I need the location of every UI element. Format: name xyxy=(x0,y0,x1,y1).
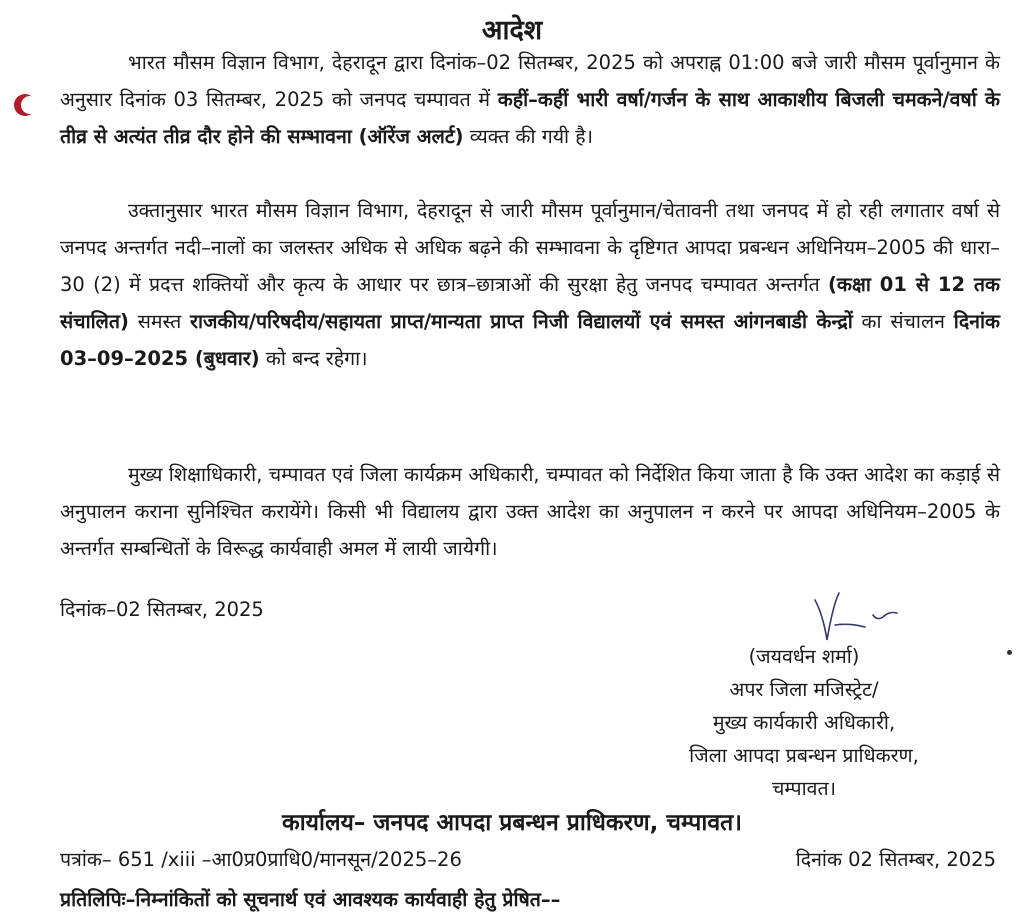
para2-text: उक्तानुसार भारत मौसम विज्ञान विभाग, देहरादून से जारी मौसम पूर्वानुमान/चेतावनी तथा जनपद में हो रही लगातार वर्षा से जनपद अन्तर्गत नदी–नालों का जलस्तर अधिक से अधिक बढ़ने की सम्भावना के दृष्टिगत आपदा प्रबन्धन अधिनियम–2005 की धारा–30 (2) में प्रदत्त शक्तियों और कृत्य के आधार पर छात्र–छात्राओं की सुरक्षा हेतु जनपद चम्पावत अन्तर्गत xyxy=(60,199,1000,296)
office-heading: कार्यालय– जनपद आपदा प्रबन्धन प्राधिकरण, चम्पावत। xyxy=(282,810,742,836)
para1-alert-text: कहीं–कहीं भारी वर्षा/गर्जन के साथ आकाशीय बिजली चमकने/वर्षा के तीव्र से अत्यंत तीव्र दौर होने की सम्भावना (ऑरेंज अलर्ट) xyxy=(60,88,1000,148)
reference-date: दिनांक 02 सितम्बर, 2025 xyxy=(795,848,996,871)
para2-classes: (कक्षा 01 से 12 तक संचालित) xyxy=(60,273,1000,333)
reference-number: पत्रांक– 651 /xiii –आ0प्र0प्राधि0/मानसून/2025–26 xyxy=(60,848,462,871)
para2-institutions: राजकीय/परिषदीय/सहायता प्राप्त/मान्यता प्राप्त निजी विद्यालयों एवं समस्त आंगनबाडी केन्द्रों xyxy=(190,310,853,333)
document-title: आदेश xyxy=(481,15,543,46)
signatory-name: (जयवर्धन शर्मा) xyxy=(748,645,860,668)
signatory-designation-2: मुख्य कार्यकारी अधिकारी, xyxy=(712,711,896,734)
signatory-designation-4: चम्पावत। xyxy=(771,777,837,800)
signatory-block xyxy=(624,640,984,805)
paragraph-weather-forecast xyxy=(60,44,1000,155)
copy-to-line: प्रतिलिपिः–निम्नांकितों को सूचनार्थ एवं आवश्यक कार्यवाही हेतु प्रेषित–– xyxy=(60,888,561,911)
para1-text: भारत मौसम विज्ञान विभाग, देहरादून द्वारा दिनांक–02 सितम्बर, 2025 को अपराह्न 01:00 बजे जारी मौसम पूर्वानुमान के अनुसार दिनांक 03 सितम्बर, 2025 को जनपद चम्पावत में xyxy=(60,51,1000,111)
para2-closure-date: दिनांक 03–09–2025 (बुधवार) xyxy=(60,310,1001,370)
signatory-designation-1: अपर जिला मजिस्ट्रेट/ xyxy=(729,678,879,701)
stray-dot xyxy=(1007,650,1012,655)
signatory-designation-3: जिला आपदा प्रबन्धन प्राधिकरण, xyxy=(689,744,919,767)
para2-all: समस्त xyxy=(137,310,182,333)
para1-end-text: व्यक्त की गयी है। xyxy=(469,125,594,148)
red-crescent-mark-icon xyxy=(14,94,36,116)
para2-operation: का संचालन xyxy=(861,310,945,333)
paragraph-school-closure xyxy=(60,192,1000,377)
para3-text: मुख्य शिक्षाधिकारी, चम्पावत एवं जिला कार्यक्रम अधिकारी, चम्पावत को निर्देशित किया जाता है कि उक्त आदेश का कड़ाई से अनुपालन कराना सुनिश्चित करायेंगे। किसी भी विद्यालय द्वारा उक्त आदेश का अनुपालन न करने पर आपदा अधिनियम–2005 के अन्तर्गत सम्बन्धितों के विरूद्ध कार्यवाही अमल में लायी जायेगी। xyxy=(60,463,1000,560)
order-date: दिनांक–02 सितम्बर, 2025 xyxy=(60,598,264,621)
paragraph-compliance xyxy=(60,456,1000,567)
para2-end: को बन्द रहेगा। xyxy=(265,347,368,370)
